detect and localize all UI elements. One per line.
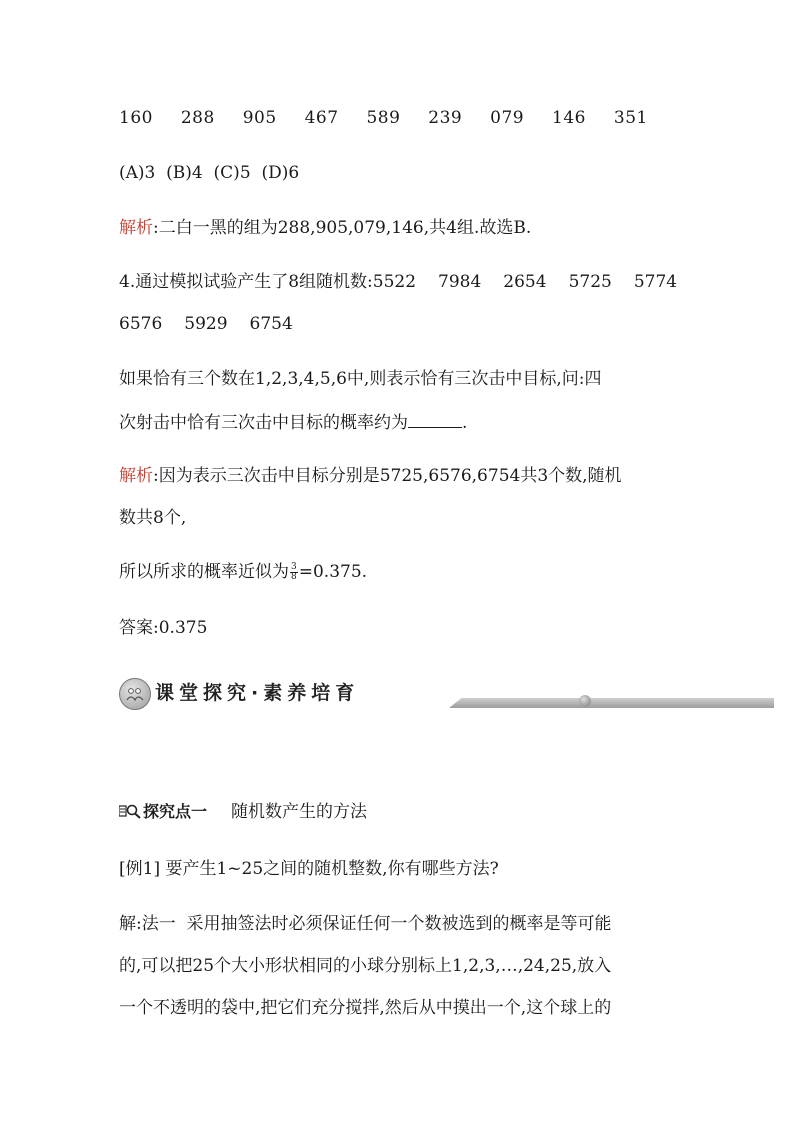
random-number: 079 <box>490 108 525 128</box>
random-number: 160 <box>119 108 153 128</box>
random-number: 905 <box>242 108 277 128</box>
q4-number: 5522 <box>372 272 417 292</box>
answer-options: (A)3 (B)4 (C)5 (D)6 <box>119 163 300 183</box>
q4-number: 5774 <box>633 272 678 292</box>
answer-blank <box>408 409 462 428</box>
section-banner <box>119 676 774 710</box>
q4-number: 6576 <box>119 314 163 334</box>
analysis-1 <box>119 216 531 240</box>
analysis-text: :因为表示三次击中目标分别是5725,6576,6754共3个数,随机 <box>153 466 622 486</box>
explore-head: 探究点一 <box>143 802 208 821</box>
question-4-row2 <box>119 312 293 336</box>
analysis-text: :二白一黑的组为288,905,079,146,共4组.故选B. <box>153 218 532 238</box>
banner-knob <box>579 695 591 707</box>
q4-number: 2654 <box>503 272 547 292</box>
random-number: 288 <box>180 108 215 128</box>
example-1: [例1] 要产生1~25之间的随机整数,你有哪些方法? <box>119 859 499 879</box>
fraction-numerator: 3 <box>291 562 297 572</box>
question-4-condition: 如果恰有三个数在1,2,3,4,5,6中,则表示恰有三次击中目标,问:四 <box>119 369 602 389</box>
q4-number: 5929 <box>184 314 228 334</box>
answer-line: 答案:0.375 <box>119 618 208 638</box>
solution-line-1: 解:法一 采用抽签法时必须保证任何一个数被选到的概率是等可能 <box>119 914 612 934</box>
condition-text: 次射击中恰有三次击中目标的概率约为 <box>119 413 408 433</box>
analysis-2 <box>119 464 622 488</box>
solution-line-3: 一个不透明的袋中,把它们充分搅拌,然后从中摸出一个,这个球上的 <box>119 998 612 1018</box>
probability-value: =0.375. <box>298 562 368 582</box>
random-numbers-row <box>119 106 648 130</box>
fraction-denominator: 8 <box>291 572 297 582</box>
probability-text: 所以所求的概率近似为 <box>119 562 289 582</box>
question-text: 4.通过模拟试验产生了8组随机数: <box>119 272 373 292</box>
analysis-2-cont: 数共8个, <box>119 508 187 528</box>
q4-number: 6754 <box>249 314 293 334</box>
random-number: 467 <box>304 108 339 128</box>
fraction <box>290 563 298 582</box>
explore-title: 随机数产生的方法 <box>231 802 368 822</box>
explore-point <box>119 800 367 824</box>
magnifier-icon <box>119 802 141 818</box>
banner-title: 课堂探究·素养培育 <box>155 682 360 704</box>
analysis-label: 解析 <box>119 218 153 238</box>
question-4 <box>119 270 677 294</box>
random-number: 146 <box>552 108 586 128</box>
question-4-condition-2 <box>119 409 467 435</box>
condition-end: . <box>462 413 468 433</box>
random-number: 351 <box>613 108 648 128</box>
random-number: 589 <box>366 108 401 128</box>
probability-line <box>119 560 367 584</box>
people-icon <box>119 678 151 710</box>
analysis-label: 解析 <box>119 466 153 486</box>
solution-line-2: 的,可以把25个大小形状相同的小球分别标上1,2,3,…,24,25,放入 <box>119 956 612 976</box>
random-number: 239 <box>428 108 463 128</box>
q4-number: 5725 <box>568 272 612 292</box>
q4-number: 7984 <box>438 272 482 292</box>
